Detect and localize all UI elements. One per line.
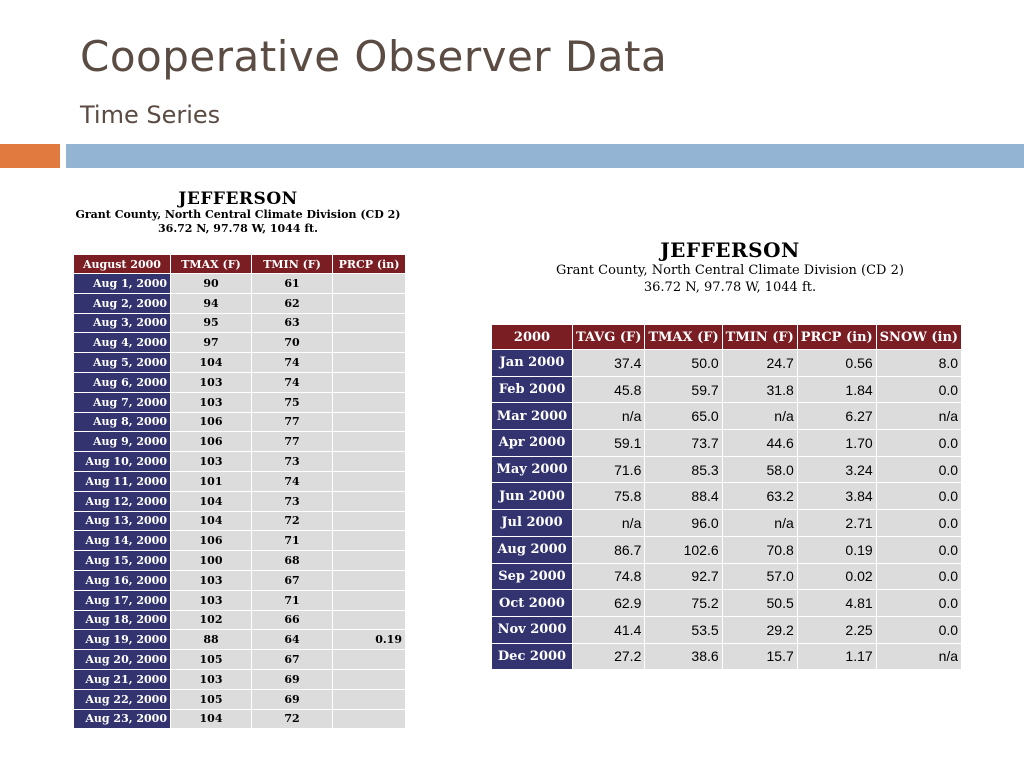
row-month: Feb 2000 [492,377,572,403]
cell-prcp [333,650,405,669]
row-date: Aug 23, 2000 [74,710,170,729]
cell-tmin: 29.2 [723,617,797,643]
cell-snow: 0.0 [877,430,961,456]
cell-tmax: 102.6 [645,537,721,563]
header-tmax: TMAX (F) [171,255,251,273]
cell-tmax: 94 [171,294,251,313]
row-date: Aug 11, 2000 [74,472,170,491]
cell-prcp [333,274,405,293]
cell-tmax: 104 [171,353,251,372]
row-date: Aug 18, 2000 [74,611,170,630]
cell-snow: n/a [877,644,961,670]
row-month: Jul 2000 [492,510,572,536]
cell-snow: 0.0 [877,564,961,590]
station-county: Grant County, North Central Climate Division (CD 2) [75,208,401,221]
row-date: Aug 10, 2000 [74,452,170,471]
station-coordinates: 36.72 N, 97.78 W, 1044 ft. [158,222,318,235]
table-row [74,472,405,491]
cell-tmin: 69 [252,670,332,689]
row-month: Dec 2000 [492,644,572,670]
cell-tmax: 104 [171,512,251,531]
row-date: Aug 6, 2000 [74,373,170,392]
cell-prcp: 3.24 [798,457,876,483]
accent-bar-blue [66,144,1024,168]
cell-snow: 0.0 [877,457,961,483]
row-date: Aug 16, 2000 [74,571,170,590]
cell-tmax: 92.7 [645,564,721,590]
cell-prcp [333,452,405,471]
cell-tmin: 67 [252,571,332,590]
cell-tmin: 31.8 [723,377,797,403]
cell-tmin: 62 [252,294,332,313]
cell-prcp: 2.71 [798,510,876,536]
cell-tmin: 15.7 [723,644,797,670]
row-month: Aug 2000 [492,537,572,563]
cell-tmin: n/a [723,510,797,536]
table-header-row [74,255,405,273]
cell-prcp [333,373,405,392]
cell-tmax: 59.7 [645,377,721,403]
cell-tavg: 86.7 [573,537,644,563]
cell-prcp: 6.27 [798,403,876,429]
cell-prcp: 0.19 [798,537,876,563]
row-date: Aug 9, 2000 [74,432,170,451]
cell-prcp: 1.84 [798,377,876,403]
table-row [74,333,405,352]
header-tmin: TMIN (F) [723,325,797,349]
table-row [74,413,405,432]
row-date: Aug 7, 2000 [74,393,170,412]
cell-tmin: 69 [252,690,332,709]
monthly-data-table [491,324,962,670]
cell-tavg: 45.8 [573,377,644,403]
cell-tmax: 106 [171,531,251,550]
table-row [74,630,405,649]
row-date: Aug 12, 2000 [74,492,170,511]
table-row [74,294,405,313]
cell-tmax: 100 [171,551,251,570]
table-row [492,430,961,456]
header-tmin: TMIN (F) [252,255,332,273]
table-row [74,432,405,451]
table-row [492,483,961,509]
station-county: Grant County, North Central Climate Division (CD 2) [556,263,904,278]
row-date: Aug 19, 2000 [74,630,170,649]
cell-prcp: 1.17 [798,644,876,670]
table-row [492,457,961,483]
cell-tmax: 88.4 [645,483,721,509]
row-date: Aug 20, 2000 [74,650,170,669]
cell-tmax: 96.0 [645,510,721,536]
daily-station-heading [48,190,428,236]
cell-prcp [333,472,405,491]
cell-snow: 8.0 [877,350,961,376]
cell-tmax: 105 [171,690,251,709]
cell-tmax: 65.0 [645,403,721,429]
header-month: August 2000 [74,255,170,273]
cell-tavg: 74.8 [573,564,644,590]
cell-prcp [333,393,405,412]
cell-tmax: 50.0 [645,350,721,376]
table-row [74,690,405,709]
header-prcp: PRCP (in) [333,255,405,273]
cell-tmin: 73 [252,452,332,471]
cell-tmin: 68 [252,551,332,570]
cell-tmin: 71 [252,591,332,610]
cell-tmin: 73 [252,492,332,511]
cell-tmin: 70 [252,333,332,352]
row-month: Mar 2000 [492,403,572,429]
cell-tmax: 38.6 [645,644,721,670]
row-month: Sep 2000 [492,564,572,590]
cell-tmin: 67 [252,650,332,669]
cell-snow: 0.0 [877,590,961,616]
cell-prcp [333,690,405,709]
row-month: Jan 2000 [492,350,572,376]
cell-tmin: 72 [252,710,332,729]
table-row [492,564,961,590]
row-date: Aug 5, 2000 [74,353,170,372]
row-month: Apr 2000 [492,430,572,456]
cell-snow: 0.0 [877,617,961,643]
table-row [74,670,405,689]
cell-tmin: 77 [252,432,332,451]
cell-tmin: 71 [252,531,332,550]
row-date: Aug 8, 2000 [74,413,170,432]
cell-snow: n/a [877,403,961,429]
cell-tmin: 57.0 [723,564,797,590]
table-row [74,611,405,630]
cell-prcp [333,353,405,372]
cell-prcp [333,591,405,610]
row-month: May 2000 [492,457,572,483]
header-tmax: TMAX (F) [645,325,721,349]
cell-tavg: n/a [573,403,644,429]
table-row [74,512,405,531]
table-row [74,710,405,729]
cell-tmin: 66 [252,611,332,630]
table-row [492,644,961,670]
cell-tmax: 90 [171,274,251,293]
cell-tmax: 105 [171,650,251,669]
row-date: Aug 1, 2000 [74,274,170,293]
cell-tmax: 85.3 [645,457,721,483]
row-date: Aug 21, 2000 [74,670,170,689]
cell-tmax: 104 [171,710,251,729]
cell-prcp [333,611,405,630]
row-date: Aug 3, 2000 [74,314,170,333]
cell-prcp [333,314,405,333]
cell-tmin: 50.5 [723,590,797,616]
cell-prcp: 0.19 [333,630,405,649]
cell-tmax: 103 [171,591,251,610]
daily-table-body [74,274,405,728]
cell-tavg: n/a [573,510,644,536]
cell-tmax: 101 [171,472,251,491]
station-coordinates: 36.72 N, 97.78 W, 1044 ft. [643,280,817,295]
cell-prcp [333,571,405,590]
row-date: Aug 17, 2000 [74,591,170,610]
table-row [74,531,405,550]
station-name: JEFFERSON [660,238,800,262]
cell-tmin: n/a [723,403,797,429]
table-row [492,350,961,376]
table-row [74,274,405,293]
row-date: Aug 13, 2000 [74,512,170,531]
cell-snow: 0.0 [877,483,961,509]
cell-tmin: 64 [252,630,332,649]
cell-tmin: 58.0 [723,457,797,483]
table-row [492,377,961,403]
cell-prcp: 2.25 [798,617,876,643]
cell-tmax: 103 [171,452,251,471]
table-row [74,551,405,570]
cell-tmax: 103 [171,670,251,689]
cell-snow: 0.0 [877,510,961,536]
cell-tmin: 63.2 [723,483,797,509]
station-name: JEFFERSON [178,189,298,209]
monthly-station-heading [530,238,930,296]
cell-tavg: 41.4 [573,617,644,643]
cell-prcp [333,551,405,570]
header-prcp: PRCP (in) [798,325,876,349]
cell-tavg: 59.1 [573,430,644,456]
table-row [492,537,961,563]
cell-tmin: 75 [252,393,332,412]
daily-data-table [73,254,406,729]
cell-tmax: 88 [171,630,251,649]
cell-tmin: 61 [252,274,332,293]
cell-tmin: 24.7 [723,350,797,376]
slide-title: Cooperative Observer Data [80,32,668,81]
cell-tmax: 53.5 [645,617,721,643]
cell-prcp: 0.02 [798,564,876,590]
cell-tmin: 44.6 [723,430,797,456]
cell-prcp: 0.56 [798,350,876,376]
row-date: Aug 22, 2000 [74,690,170,709]
cell-prcp: 1.70 [798,430,876,456]
table-row [74,353,405,372]
row-month: Oct 2000 [492,590,572,616]
cell-tavg: 37.4 [573,350,644,376]
table-row [492,617,961,643]
cell-tmin: 74 [252,373,332,392]
cell-tmax: 103 [171,373,251,392]
cell-tmax: 97 [171,333,251,352]
cell-tmax: 73.7 [645,430,721,456]
cell-tavg: 75.8 [573,483,644,509]
cell-snow: 0.0 [877,377,961,403]
cell-tmin: 77 [252,413,332,432]
cell-snow: 0.0 [877,537,961,563]
table-row [74,571,405,590]
cell-prcp [333,512,405,531]
table-row [74,650,405,669]
table-row [74,393,405,412]
table-row [492,510,961,536]
table-row [492,403,961,429]
row-date: Aug 14, 2000 [74,531,170,550]
header-snow: SNOW (in) [877,325,961,349]
cell-prcp [333,710,405,729]
cell-tmax: 106 [171,413,251,432]
cell-tmin: 63 [252,314,332,333]
slide-subtitle: Time Series [80,101,221,129]
cell-tavg: 71.6 [573,457,644,483]
row-date: Aug 2, 2000 [74,294,170,313]
table-row [74,452,405,471]
accent-bar-orange [0,144,60,168]
monthly-table-body [492,350,961,669]
table-row [74,591,405,610]
table-row [74,314,405,333]
cell-prcp [333,333,405,352]
row-date: Aug 4, 2000 [74,333,170,352]
cell-tavg: 27.2 [573,644,644,670]
cell-prcp: 4.81 [798,590,876,616]
cell-tmax: 103 [171,571,251,590]
table-row [74,492,405,511]
row-month: Nov 2000 [492,617,572,643]
table-header-row [492,325,961,349]
cell-prcp [333,294,405,313]
cell-tmax: 102 [171,611,251,630]
cell-prcp [333,670,405,689]
cell-prcp [333,531,405,550]
header-tavg: TAVG (F) [573,325,644,349]
cell-tmax: 104 [171,492,251,511]
row-month: Jun 2000 [492,483,572,509]
cell-tmin: 74 [252,353,332,372]
cell-prcp [333,432,405,451]
cell-tmax: 75.2 [645,590,721,616]
cell-tavg: 62.9 [573,590,644,616]
header-year: 2000 [492,325,572,349]
cell-tmax: 95 [171,314,251,333]
cell-tmax: 106 [171,432,251,451]
cell-tmin: 70.8 [723,537,797,563]
cell-tmin: 74 [252,472,332,491]
table-row [492,590,961,616]
cell-prcp [333,492,405,511]
table-row [74,373,405,392]
cell-prcp [333,413,405,432]
row-date: Aug 15, 2000 [74,551,170,570]
cell-prcp: 3.84 [798,483,876,509]
cell-tmax: 103 [171,393,251,412]
cell-tmin: 72 [252,512,332,531]
